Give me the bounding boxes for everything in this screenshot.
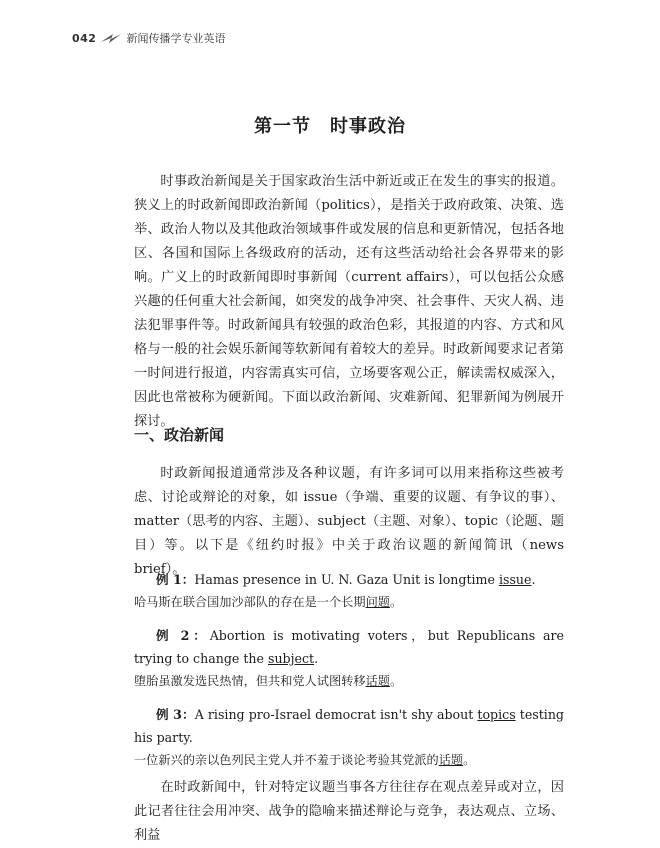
translation-text: 哈马斯在联合国加沙部队的存在是一个长期 xyxy=(134,595,366,609)
translation-end: 。 xyxy=(389,595,403,609)
example-text: A rising pro-Israel democrat isn't shy about xyxy=(194,707,478,722)
intro-paragraph: 时事政治新闻是关于国家政治生活中新近或正在发生的事实的报道。狭义上的时政新闻即政治新闻（politics），是指关于政府政策、决策、选举、政治人物以及其他政治领域事件或发展的信息和更新情况，包括各地区、各国和国际上各级政府的活动，还有这些活动给社会各界带来的影响。广义上的时政新闻即时事新闻（current affairs），可以包括公众感兴趣的任何重大社会新闻，如突发的战争冲突、社会事件、天灾人祸、违法犯罪事件等。时政新闻具有较强的政治色彩，其报道的内容、方式和风格与一般的社会娱乐新闻等软新闻有着较大的差异。时政新闻要求记者第一时间进行报道，内容需真实可信，立场要客观公正，解读需权威深入，因此也常被称为硬新闻。下面以政治新闻、灾难新闻、犯罪新闻为例展开探讨。 xyxy=(134,174,564,429)
example-text-end: . xyxy=(314,651,319,666)
closing-paragraph: 在时政新闻中，针对特定议题当事各方往往存在观点差异或对立，因此记者往往会用冲突、战争的隐喻来描述辩论与竞争，表达观点、立场、利益 xyxy=(134,780,564,843)
example-english xyxy=(134,703,564,749)
book-title: 新闻传播学专业英语 xyxy=(126,32,226,45)
translation-keyword-underlined: 问题 xyxy=(365,595,390,609)
example-2 xyxy=(134,624,564,693)
example-chinese xyxy=(134,591,564,614)
example-text-end: . xyxy=(531,572,536,587)
translation-text: 堕胎虽激发选民热情，但共和党人试图转移 xyxy=(134,674,366,688)
example-label: 例 2： xyxy=(156,628,210,643)
example-english xyxy=(134,568,564,591)
example-label: 例 3： xyxy=(156,707,195,722)
running-header xyxy=(72,30,225,46)
example-label: 例 1： xyxy=(156,572,195,587)
example-chinese xyxy=(134,670,564,693)
translation-keyword-underlined: 话题 xyxy=(438,753,464,767)
translation-end: 。 xyxy=(389,674,403,688)
translation-text: 一位新兴的亲以色列民主党人并不羞于谈论考验其党派的 xyxy=(134,753,439,767)
subsection-heading: 一、政治新闻 xyxy=(134,426,225,444)
example-1 xyxy=(134,568,564,614)
page-number: 042 xyxy=(72,31,97,45)
keyword-underlined: subject xyxy=(267,651,315,666)
translation-end: 。 xyxy=(463,753,476,767)
translation-keyword-underlined: 话题 xyxy=(365,674,390,688)
subsection-paragraph: 时政新闻报道通常涉及各种议题，有许多词可以用来指称这些被考虑、讨论或辩论的对象，如 issue（争端、重要的议题、有争议的事）、matter（思考的内容、主题）、subject（主题、对象）、topic（论题、题目）等。以下是《纽约时报》中关于政治议题的新闻简讯（news brief）。 xyxy=(134,466,564,577)
section-title: 第一节 时事政治 xyxy=(254,116,406,137)
example-chinese xyxy=(134,749,564,772)
example-english xyxy=(134,624,564,670)
keyword-underlined: issue xyxy=(498,572,532,587)
example-text: Abortion is motivating voters，but Republicans are trying to change the xyxy=(134,628,564,666)
example-text: Hamas presence in U. N. Gaza Unit is longtime xyxy=(194,572,499,587)
keyword-underlined: topics xyxy=(477,707,516,722)
header-swoosh-icon xyxy=(100,32,122,44)
example-3 xyxy=(134,703,564,772)
example-text-end: testing his party. xyxy=(134,707,564,745)
